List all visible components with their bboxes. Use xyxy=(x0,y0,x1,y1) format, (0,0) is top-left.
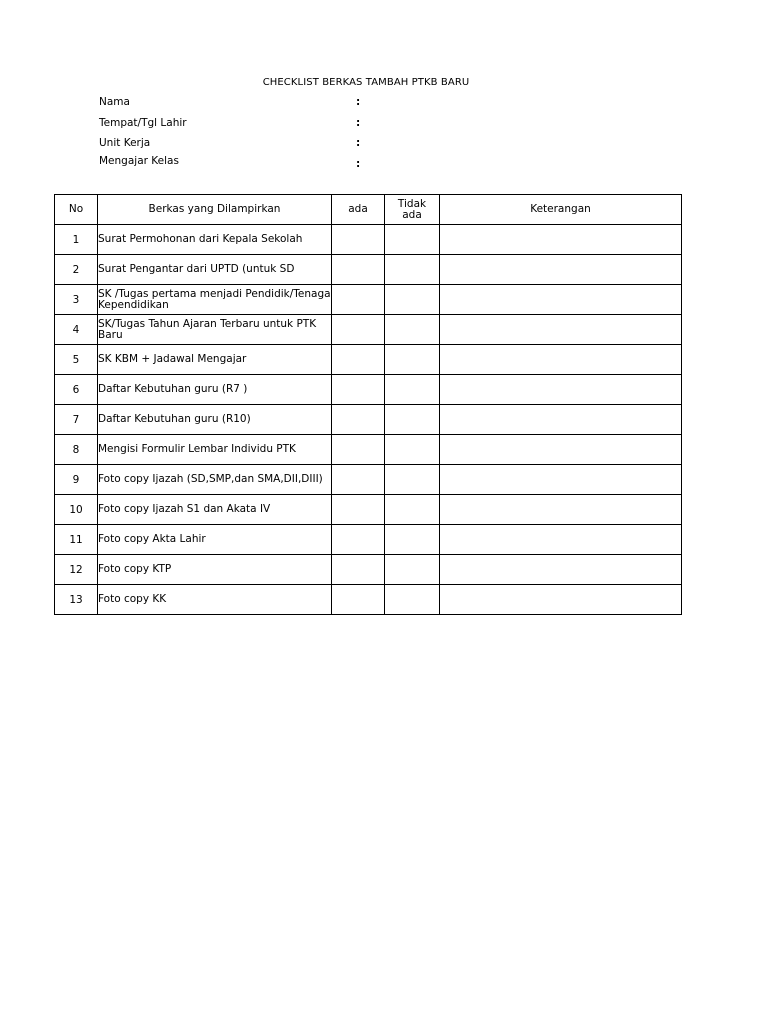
header-tidak-ada-line2: ada xyxy=(402,208,422,221)
ada-cell[interactable] xyxy=(332,525,385,555)
keterangan-cell[interactable] xyxy=(440,435,682,465)
info-label: Unit Kerja xyxy=(99,137,151,149)
table-row xyxy=(55,225,682,255)
row-number: 5 xyxy=(55,345,98,375)
row-document: SK /Tugas pertama menjadi Pendidik/Tenaga Kependidikan xyxy=(98,285,332,315)
tidak-ada-cell[interactable] xyxy=(385,375,440,405)
ada-cell[interactable] xyxy=(332,495,385,525)
keterangan-cell[interactable] xyxy=(440,315,682,345)
row-document: Surat Pengantar dari UPTD (untuk SD xyxy=(98,255,332,285)
info-label: Mengajar Kelas xyxy=(99,155,179,167)
row-number: 1 xyxy=(55,225,98,255)
ada-cell[interactable] xyxy=(332,315,385,345)
row-document: Daftar Kebutuhan guru (R10) xyxy=(98,405,332,435)
table-row xyxy=(55,495,682,525)
keterangan-cell[interactable] xyxy=(440,525,682,555)
info-row-nama xyxy=(99,96,399,112)
ada-cell[interactable] xyxy=(332,435,385,465)
ada-cell[interactable] xyxy=(332,555,385,585)
row-document: Mengisi Formulir Lembar Individu PTK xyxy=(98,435,332,465)
table-row xyxy=(55,585,682,615)
checklist-table xyxy=(54,194,682,615)
table-row xyxy=(55,555,682,585)
tidak-ada-cell[interactable] xyxy=(385,465,440,495)
row-number: 9 xyxy=(55,465,98,495)
table-row xyxy=(55,315,682,345)
keterangan-cell[interactable] xyxy=(440,555,682,585)
row-number: 13 xyxy=(55,585,98,615)
keterangan-cell[interactable] xyxy=(440,405,682,435)
tidak-ada-cell[interactable] xyxy=(385,555,440,585)
info-colon: : xyxy=(356,117,361,129)
info-row-unit-kerja xyxy=(99,137,399,153)
row-document: Foto copy KK xyxy=(98,585,332,615)
row-number: 8 xyxy=(55,435,98,465)
tidak-ada-cell[interactable] xyxy=(385,315,440,345)
table-row xyxy=(55,435,682,465)
table-header-row xyxy=(55,195,682,225)
keterangan-cell[interactable] xyxy=(440,285,682,315)
keterangan-cell[interactable] xyxy=(440,495,682,525)
ada-cell[interactable] xyxy=(332,345,385,375)
header-tidak-ada xyxy=(385,195,440,225)
row-document: SK/Tugas Tahun Ajaran Terbaru untuk PTK Baru xyxy=(98,315,332,345)
keterangan-cell[interactable] xyxy=(440,375,682,405)
info-label: Tempat/Tgl Lahir xyxy=(99,117,187,129)
tidak-ada-cell[interactable] xyxy=(385,405,440,435)
row-document: Foto copy KTP xyxy=(98,555,332,585)
tidak-ada-cell[interactable] xyxy=(385,525,440,555)
tidak-ada-cell[interactable] xyxy=(385,495,440,525)
info-label: Nama xyxy=(99,96,130,108)
row-number: 6 xyxy=(55,375,98,405)
tidak-ada-cell[interactable] xyxy=(385,585,440,615)
ada-cell[interactable] xyxy=(332,285,385,315)
info-colon: : xyxy=(356,158,361,170)
table-row xyxy=(55,465,682,495)
row-document: Daftar Kebutuhan guru (R7 ) xyxy=(98,375,332,405)
info-colon: : xyxy=(356,137,361,149)
info-colon: : xyxy=(356,96,361,108)
keterangan-cell[interactable] xyxy=(440,465,682,495)
ada-cell[interactable] xyxy=(332,225,385,255)
keterangan-cell[interactable] xyxy=(440,255,682,285)
row-number: 10 xyxy=(55,495,98,525)
row-document: Foto copy Akta Lahir xyxy=(98,525,332,555)
header-keterangan: Keterangan xyxy=(440,195,682,225)
header-berkas: Berkas yang Dilampirkan xyxy=(98,195,332,225)
row-number: 4 xyxy=(55,315,98,345)
row-number: 3 xyxy=(55,285,98,315)
row-number: 11 xyxy=(55,525,98,555)
row-number: 7 xyxy=(55,405,98,435)
document-title: CHECKLIST BERKAS TAMBAH PTKB BARU xyxy=(262,77,470,88)
ada-cell[interactable] xyxy=(332,585,385,615)
ada-cell[interactable] xyxy=(332,375,385,405)
table-row xyxy=(55,285,682,315)
row-number: 12 xyxy=(55,555,98,585)
table-row xyxy=(55,255,682,285)
tidak-ada-cell[interactable] xyxy=(385,255,440,285)
keterangan-cell[interactable] xyxy=(440,225,682,255)
row-document: Foto copy Ijazah (SD,SMP,dan SMA,DII,DIII) xyxy=(98,465,332,495)
header-ada: ada xyxy=(332,195,385,225)
info-row-tempat-tgl-lahir xyxy=(99,117,399,133)
keterangan-cell[interactable] xyxy=(440,345,682,375)
tidak-ada-cell[interactable] xyxy=(385,345,440,375)
keterangan-cell[interactable] xyxy=(440,585,682,615)
header-no: No xyxy=(55,195,98,225)
tidak-ada-cell[interactable] xyxy=(385,225,440,255)
row-document: Foto copy Ijazah S1 dan Akata IV xyxy=(98,495,332,525)
table-row xyxy=(55,525,682,555)
table-row xyxy=(55,345,682,375)
tidak-ada-cell[interactable] xyxy=(385,285,440,315)
info-row-mengajar-kelas xyxy=(99,155,399,171)
ada-cell[interactable] xyxy=(332,465,385,495)
ada-cell[interactable] xyxy=(332,255,385,285)
ada-cell[interactable] xyxy=(332,405,385,435)
row-number: 2 xyxy=(55,255,98,285)
row-document: SK KBM + Jadawal Mengajar xyxy=(98,345,332,375)
row-document: Surat Permohonan dari Kepala Sekolah xyxy=(98,225,332,255)
table-row xyxy=(55,405,682,435)
header-tidak-ada-line1: Tidak xyxy=(397,197,427,210)
tidak-ada-cell[interactable] xyxy=(385,435,440,465)
table-row xyxy=(55,375,682,405)
